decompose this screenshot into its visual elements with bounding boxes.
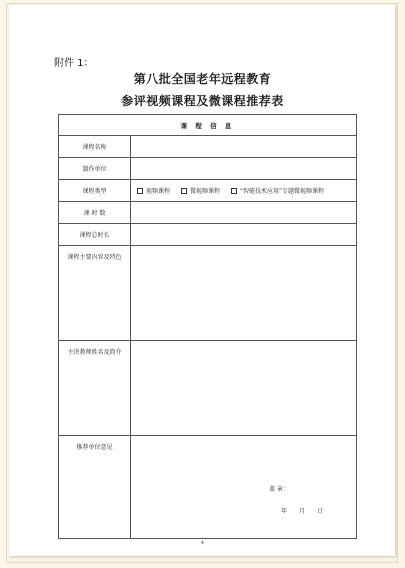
- checkbox-icon[interactable]: [137, 188, 143, 194]
- duration-field[interactable]: [131, 224, 357, 246]
- content-row: [59, 246, 357, 341]
- recommend-row: [59, 436, 357, 539]
- seal-label: 盖 章：: [269, 486, 289, 493]
- option-video-course[interactable]: 视频课程: [137, 188, 170, 195]
- recommendation-form-table: [58, 114, 357, 539]
- course-type-label: 课程类型: [59, 180, 131, 202]
- producer-row: [59, 158, 357, 180]
- table-header-row: [59, 115, 357, 136]
- hours-field[interactable]: [131, 202, 357, 224]
- recommend-field[interactable]: [131, 436, 357, 539]
- course-name-field[interactable]: [131, 136, 357, 158]
- course-name-row: [59, 136, 357, 158]
- hours-row: [59, 202, 357, 224]
- duration-label: 课程总时长: [59, 224, 131, 246]
- teacher-label: 主讲教师姓名及简介: [59, 341, 131, 436]
- course-type-row: [59, 180, 357, 202]
- table-header: 课 程 信 息: [59, 115, 357, 136]
- teacher-field[interactable]: [131, 341, 357, 436]
- course-type-options: [131, 180, 357, 202]
- page-number: 4: [200, 540, 205, 546]
- content-label: 课程主要内容及特色: [59, 246, 131, 341]
- recommend-label: 推荐单位意见: [59, 436, 131, 539]
- course-name-label: 课程名称: [59, 136, 131, 158]
- duration-row: [59, 224, 357, 246]
- hours-label: 课 时 数: [59, 202, 131, 224]
- teacher-row: [59, 341, 357, 436]
- producer-label: 制作单位: [59, 158, 131, 180]
- content-field[interactable]: [131, 246, 357, 341]
- option-micro-video-course[interactable]: 微视频课程: [181, 188, 220, 195]
- checkbox-icon[interactable]: [231, 188, 237, 194]
- annex-label: 附件 1：: [54, 58, 94, 69]
- option-smart-tech-micro-video[interactable]: “智能技术应用”专题微视频课程: [231, 188, 324, 195]
- checkbox-icon[interactable]: [181, 188, 187, 194]
- title-line-1: 第八批全国老年远程教育: [133, 72, 272, 86]
- date-label: 年 月 日: [281, 508, 323, 515]
- producer-field[interactable]: [131, 158, 357, 180]
- title-line-2: 参评视频课程及微课程推荐表: [121, 94, 284, 108]
